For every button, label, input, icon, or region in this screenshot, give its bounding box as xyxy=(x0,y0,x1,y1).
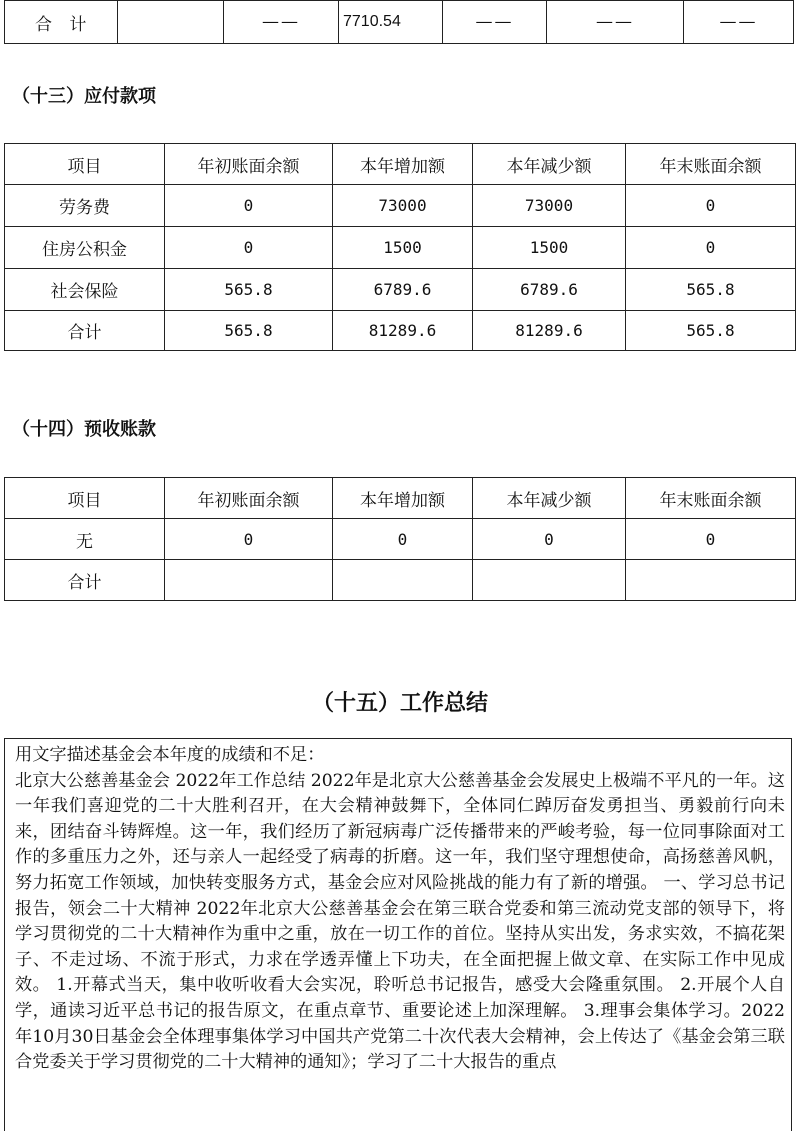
table-row xyxy=(5,185,796,227)
previous-table-total-row xyxy=(4,0,794,44)
section-13-title: （十三）应付款项 xyxy=(12,86,156,107)
column-header: 本年减少额 xyxy=(473,144,626,185)
table-cell: —— xyxy=(443,1,547,44)
table-cell: 565.8 xyxy=(165,311,333,351)
section-15-title: （十五）工作总结 xyxy=(311,691,488,716)
table-header-row xyxy=(5,478,796,519)
table-cell: 6789.6 xyxy=(473,269,626,311)
table-cell: 6789.6 xyxy=(333,269,473,311)
table-cell: 0 xyxy=(165,227,333,269)
table-cell: —— xyxy=(224,1,339,44)
table-cell xyxy=(626,560,796,601)
table-cell: 0 xyxy=(626,519,796,560)
table-cell xyxy=(165,560,333,601)
table-cell: 565.8 xyxy=(626,269,796,311)
column-header: 年末账面余额 xyxy=(626,478,796,519)
table-header-row xyxy=(5,144,796,185)
table-cell: —— xyxy=(684,1,794,44)
table-cell xyxy=(118,1,224,44)
summary-body: 北京大公慈善基金会 2022年工作总结 2022年是北京大公慈善基金会发展史上极端不平凡的一年。这一年我们喜迎党的二十大胜利召开，在大会精神鼓舞下，全体同仁踔厉奋发勇担当、勇毅前行向未来，团结奋斗铸辉煌。这一年，我们经历了新冠病毒广泛传播带来的严峻考验，每一位同事除面对工作的多重压力之外，还与亲人一起经受了病毒的折磨。这一年，我们坚守理想使命，高扬慈善风帆，努力拓宽工作领域，加快转变服务方式，基金会应对风险挑战的能力有了新的增强。 一、学习总书记报告，领会二十大精神 2022年北京大公慈善基金会在第三联合党委和第三流动党支部的领导下，将学习贯彻党的二十大精神作为重中之重，放在一切工作的首位。坚持从实出发，务求实效，不搞花架子、不走过场、不流于形式，力求在学透弄懂上下功夫，在全面把握上做文章、在实际工作中见成效。 1.开幕式当天，集中收听收看大会实况，聆听总书记报告，感受大会隆重氛围。 2.开展个人自学，通读习近平总书记的报告原文，在重点章节、重要论述上加深理解。 3.理事会集体学习。2022年10月30日基金会全体理事集体学习中国共产党第二十次代表大会精神，会上传达了《基金会第三联合党委关于学习贯彻党的二十大精神的通知》；学习了二十大报告的重点 xyxy=(15,770,785,1073)
column-header: 本年减少额 xyxy=(473,478,626,519)
column-header: 项目 xyxy=(5,144,165,185)
table-cell xyxy=(473,560,626,601)
advance-receipts-table xyxy=(4,477,796,601)
table-row xyxy=(5,311,796,351)
table-cell: 7710.54 xyxy=(339,1,443,44)
table-cell: 565.8 xyxy=(626,311,796,351)
table-cell: 1500 xyxy=(473,227,626,269)
table-cell: 73000 xyxy=(333,185,473,227)
table-cell: 劳务费 xyxy=(5,185,165,227)
table-row xyxy=(5,1,794,44)
table-row xyxy=(5,560,796,601)
work-summary-box xyxy=(4,738,792,1131)
table-cell: 无 xyxy=(5,519,165,560)
column-header: 年初账面余额 xyxy=(165,144,333,185)
column-header: 年初账面余额 xyxy=(165,478,333,519)
section-14-title: （十四）预收账款 xyxy=(12,419,156,440)
table-row xyxy=(5,519,796,560)
column-header: 年末账面余额 xyxy=(626,144,796,185)
payables-table xyxy=(4,143,796,351)
total-label: 合 计 xyxy=(5,1,118,44)
table-cell: 0 xyxy=(333,519,473,560)
table-cell: 合计 xyxy=(5,311,165,351)
table-cell: 81289.6 xyxy=(473,311,626,351)
table-cell: 0 xyxy=(473,519,626,560)
table-row xyxy=(5,227,796,269)
table-cell: —— xyxy=(547,1,684,44)
table-cell: 0 xyxy=(626,227,796,269)
table-cell: 565.8 xyxy=(165,269,333,311)
table-cell: 0 xyxy=(165,519,333,560)
table-cell: 社会保险 xyxy=(5,269,165,311)
table-cell xyxy=(333,560,473,601)
table-cell: 0 xyxy=(165,185,333,227)
table-cell: 81289.6 xyxy=(333,311,473,351)
summary-prompt: 用文字描述基金会本年度的成绩和不足： xyxy=(15,745,325,765)
table-cell: 住房公积金 xyxy=(5,227,165,269)
table-cell: 73000 xyxy=(473,185,626,227)
table-cell: 1500 xyxy=(333,227,473,269)
column-header: 本年增加额 xyxy=(333,144,473,185)
table-cell: 0 xyxy=(626,185,796,227)
table-cell: 合计 xyxy=(5,560,165,601)
table-row xyxy=(5,269,796,311)
column-header: 本年增加额 xyxy=(333,478,473,519)
column-header: 项目 xyxy=(5,478,165,519)
